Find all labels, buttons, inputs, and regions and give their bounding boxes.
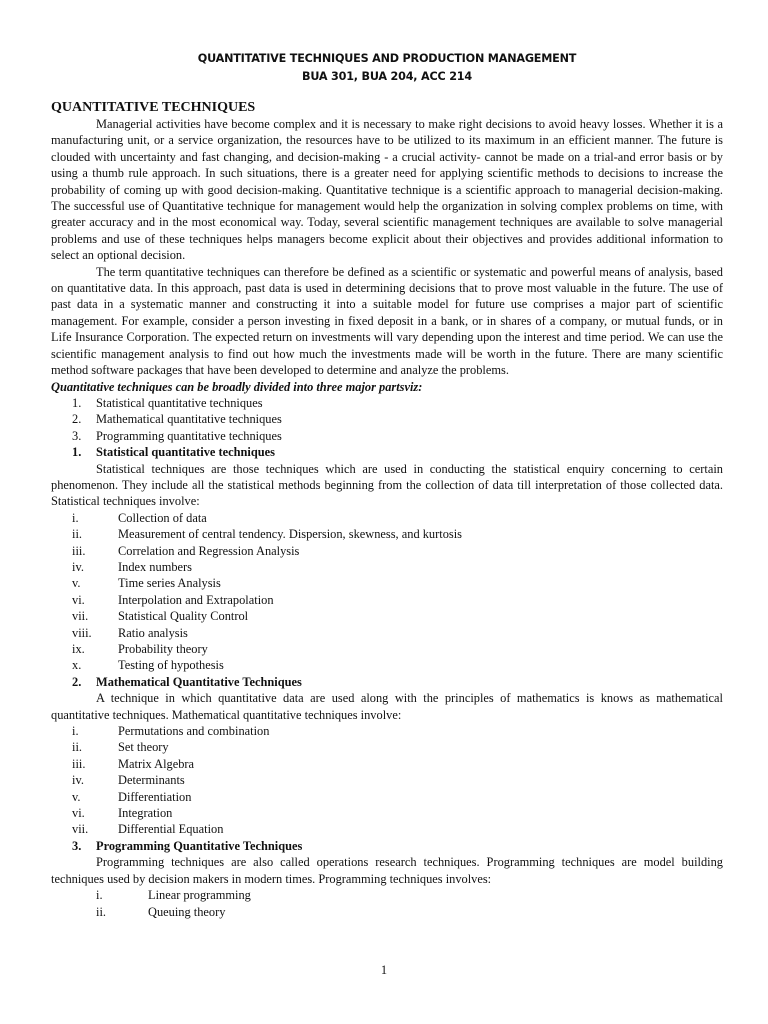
programming-section-heading: 3. Programming Quantitative Techniques xyxy=(72,838,303,853)
document-header xyxy=(51,50,723,86)
list-item: ii. Queuing theory xyxy=(96,904,226,919)
list-item: vii. Statistical Quality Control xyxy=(72,609,249,624)
statistical-paragraph: Statistical techniques are those techniques which are used in conducting the statistical enquiry concerning to certain phenomenon. They include all the statistical methods beginning from the collection of data till interpretation of those collected data. Statistical techniques involve: xyxy=(51,461,723,509)
list-item: vii. Differential Equation xyxy=(72,822,224,837)
list-item: v. Time series Analysis xyxy=(72,576,221,591)
list-item: iv. Determinants xyxy=(72,773,185,788)
statistical-techniques-list xyxy=(51,510,723,674)
mathematical-section-heading: 2. Mathematical Quantitative Techniques xyxy=(72,674,302,689)
list-item: i. Linear programming xyxy=(96,888,251,903)
definition-paragraph: The term quantitative techniques can therefore be defined as a scientific or systematic and powerful means of analysis, based on quantitative data. In this approach, past data is used in determining decisions that to prove most valuable in the future. The use of past data in a systematic manner and constructing it into a suitable model for future use comprises a major part of scientific management. For example, consider a person investing in fixed deposit in a bank, or in shares of a company, or mutual funds, or in Life Insurance Corporation. The expected return on investments will vary depending upon the interest and time period. We can use the scientific management analysis to find out how much the investments made will be worth in the future. There are many scientific method software packages that have been developed to determine and analyze the problems. xyxy=(51,264,723,378)
list-item: ix. Probability theory xyxy=(72,642,208,656)
list-item: iv. Index numbers xyxy=(72,559,192,574)
list-item: vi. Integration xyxy=(72,806,173,821)
major-parts-list xyxy=(51,395,723,444)
major-parts-lead: Quantitative techniques can be broadly divided into three major partsviz: xyxy=(51,379,423,394)
list-item: ii. Measurement of central tendency. Dispersion, skewness, and kurtosis xyxy=(72,527,462,542)
programming-paragraph: Programming techniques are also called operations research techniques. Programming techniques are model building techniques used by decision makers in modern times. Programming techniques involves: xyxy=(51,855,723,886)
course-codes: BUA 301, BUA 204, ACC 214 xyxy=(302,70,472,83)
list-item: iii. Correlation and Regression Analysis xyxy=(72,543,300,558)
list-item: v. Differentiation xyxy=(72,789,192,804)
list-item: x. Testing of hypothesis xyxy=(72,658,224,673)
mathematical-paragraph: A technique in which quantitative data are used along with the principles of mathematics is knows as mathematical quantitative techniques. Mathematical quantitative techniques involve: xyxy=(51,691,723,722)
list-item: ii. Set theory xyxy=(72,740,169,755)
mathematical-techniques-list xyxy=(51,723,723,838)
list-item: 1. Statistical quantitative techniques xyxy=(72,395,263,410)
page-number: 1 xyxy=(380,963,388,977)
list-item: iii. Matrix Algebra xyxy=(72,756,195,771)
course-title: QUANTITATIVE TECHNIQUES AND PRODUCTION MANAGEMENT xyxy=(197,52,577,65)
list-item: viii. Ratio analysis xyxy=(72,625,188,640)
list-item: vi. Interpolation and Extrapolation xyxy=(72,592,274,607)
statistical-section-heading: 1. Statistical quantitative techniques xyxy=(72,445,275,460)
intro-paragraph: Managerial activities have become complex and it is necessary to make right decisions to avoid heavy losses. Whether it is a manufacturing unit, or a service organization, the resources have to be utilized to its maximum in an efficient manner. The future is clouded with uncertainty and fast changing, and decision-making - a crucial activity- cannot be made on a trial-and error basis or by using a thumb rule approach. In such situations, there is a greater need for applying scientific methods to decisions to increase the probability of coming up with good decision-making. Quantitative technique is a scientific approach to managerial decision-making. The successful use of Quantitative technique for management would help the organization in solving complex problems on time, with greater accuracy and in the most economical way. Today, several scientific management techniques are available to solve managerial problems and use of these techniques helps managers become explicit about their objectives and provides additional information to select an optional decision. xyxy=(51,117,723,263)
list-item: 2. Mathematical quantitative techniques xyxy=(72,412,282,427)
section-heading: QUANTITATIVE TECHNIQUES xyxy=(51,100,256,115)
list-item: 3. Programming quantitative techniques xyxy=(72,428,282,443)
list-item: i. Collection of data xyxy=(72,510,207,525)
programming-techniques-list xyxy=(51,887,723,920)
list-item: i. Permutations and combination xyxy=(72,724,270,739)
